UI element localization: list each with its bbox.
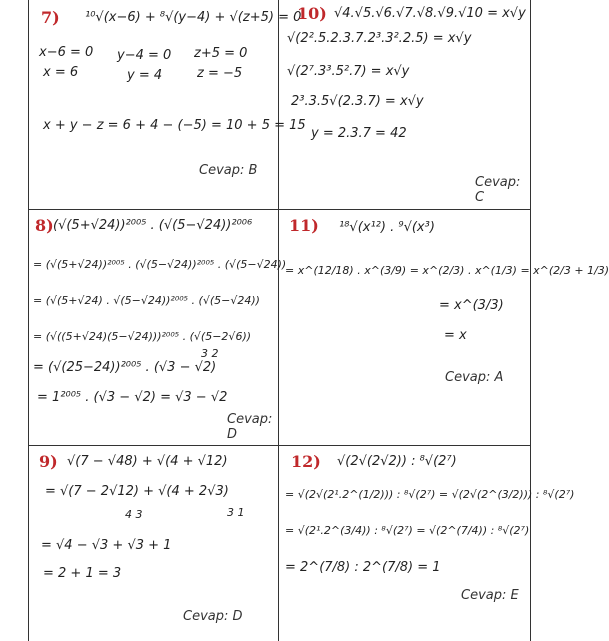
solution-line: x = 6	[43, 65, 79, 80]
solution-line: x + y − z = 6 + 4 − (−5) = 10 + 5 = 15	[43, 118, 306, 133]
solution-line: = √(2√(2¹.2^(1/2))) : ⁸√(2⁷) = √(2√(2^(3/2))) : ⁸√(2⁷)	[285, 488, 575, 501]
answer-label: Cevap: B	[199, 163, 258, 178]
solution-line: = x	[444, 328, 467, 343]
problem-number: 10)	[297, 4, 327, 23]
answer-label: Cevap: E	[461, 588, 519, 603]
problem-12-cell	[279, 446, 575, 641]
problem-8-cell	[28, 210, 287, 446]
solution-line: = (√((5+√24)(5−√24)))²⁰⁰⁵ . (√(5−2√6))	[33, 330, 252, 343]
solution-line: = √4 − √3 + √3 + 1	[41, 538, 172, 553]
answer-label: Cevap: A	[445, 370, 504, 385]
problem-number: 8)	[35, 216, 54, 235]
problem-10-cell	[279, 0, 531, 210]
solution-line: z = −5	[197, 66, 243, 81]
solution-line: √4.√5.√6.√7.√8.√9.√10 = x√y	[334, 6, 526, 21]
solution-line: 3 2	[201, 347, 219, 360]
solution-line: = √(2¹.2^(3/4)) : ⁸√(2⁷) = √(2^(7/4)) : ⁸√(2⁷)	[285, 524, 530, 537]
solution-line: = √(7 − 2√12) + √(4 + 2√3)	[45, 484, 229, 499]
solution-line: y−4 = 0	[117, 48, 172, 63]
solution-line: = x^(12/18) . x^(3/9) = x^(2/3) . x^(1/3) = x^(2/3 + 1/3)	[285, 264, 609, 277]
solution-line: ¹⁰√(x−6) + ⁸√(y−4) + √(z+5) = 0	[85, 10, 302, 25]
problem-7-cell	[28, 0, 306, 210]
solution-line: = (√(5+√24))²⁰⁰⁵ . (√(5−√24))²⁰⁰⁵ . (√(5−√24))	[33, 258, 287, 271]
problem-11-cell	[279, 210, 609, 446]
solution-line: = x^(3/3)	[439, 298, 504, 313]
problem-number: 9)	[39, 452, 58, 471]
answer-label: Cevap: D	[227, 412, 273, 442]
solution-line: √(2⁷.3³.5².7) = x√y	[287, 64, 410, 79]
solution-line: 2³.3.5√(2.3.7) = x√y	[291, 94, 424, 109]
problem-number: 11)	[289, 216, 319, 235]
solution-line: y = 2.3.7 = 42	[311, 126, 407, 141]
solution-line: √(7 − √48) + √(4 + √12)	[67, 454, 228, 469]
solution-line: √(2√(2√2)) : ⁸√(2⁷)	[337, 454, 457, 469]
problem-number: 7)	[41, 8, 60, 27]
solution-line: 3 1	[227, 506, 245, 519]
solutions-grid	[28, 0, 609, 641]
solution-line: 4 3	[125, 508, 143, 521]
solution-line: = 1²⁰⁰⁵ . (√3 − √2) = √3 − √2	[37, 390, 228, 405]
solution-line: √(2².5.2.3.7.2³.3².2.5) = x√y	[287, 31, 472, 46]
solution-line: ¹⁸√(x¹²) . ⁹√(x³)	[339, 220, 435, 235]
solution-line: y = 4	[127, 68, 163, 83]
solution-line: (√(5+√24))²⁰⁰⁵ . (√(5−√24))²⁰⁰⁶	[53, 218, 253, 233]
problem-9-cell	[28, 446, 279, 641]
solution-line: = 2 + 1 = 3	[43, 566, 122, 581]
solution-line: z+5 = 0	[194, 46, 248, 61]
problem-number: 12)	[291, 452, 321, 471]
solution-line: x−6 = 0	[39, 45, 94, 60]
solution-line: = 2^(7/8) : 2^(7/8) = 1	[285, 560, 441, 575]
solution-line: = (√(5+√24) . √(5−√24))²⁰⁰⁵ . (√(5−√24))	[33, 294, 260, 307]
solution-line: = (√(25−24))²⁰⁰⁵ . (√3 − √2)	[33, 360, 217, 375]
answer-label: Cevap: D	[183, 609, 243, 624]
answer-label: Cevap: C	[475, 175, 521, 205]
